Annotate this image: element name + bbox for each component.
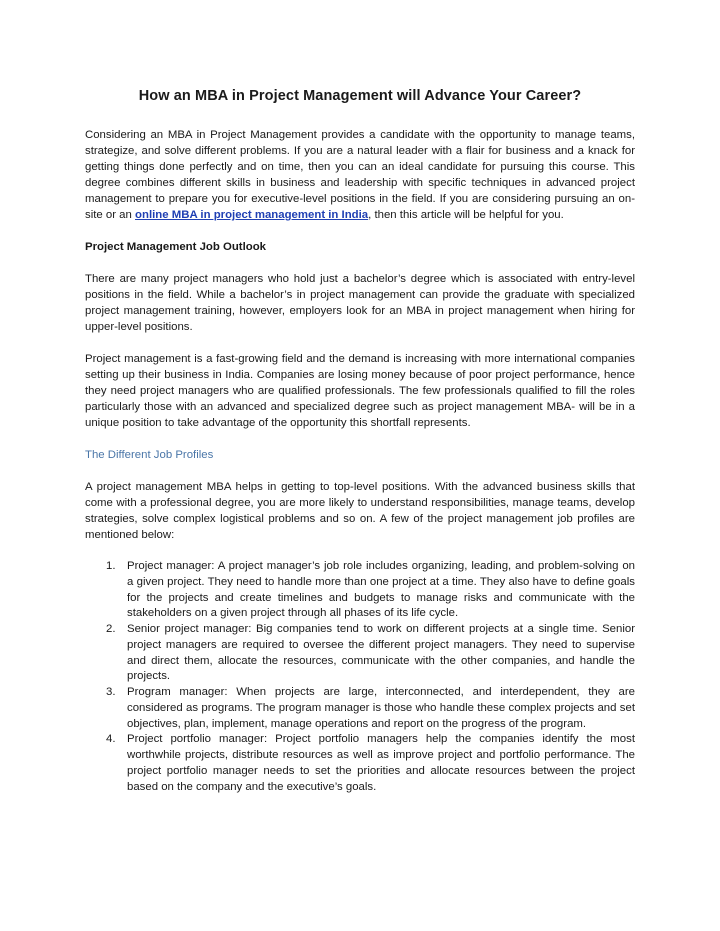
list-item-text: Project manager: A project manager’s job role includes organizing, leading, and problem-solving on a given project. They need to handle more than one project at a time. They also have to define goals for the projects and create timelines and budgets to manage risks and communicate with the stakeholders on a given project through all phases of its life cycle. bbox=[127, 560, 635, 620]
job-outlook-heading: Project Management Job Outlook bbox=[85, 241, 267, 253]
intro-text-before-link: Considering an MBA in Project Management provides a candidate with the opportunity to manage teams, strategize, and solve different problems. If you are a natural leader with a flair for business and a knack for getting things done perfectly and on time, then you can an ideal candidate for pursuing this course. This degree combines different skills in business and leadership with specific techniques in advanced project management to prepare you for executive-level positions in the field. If you are considering pursuing an on-site or an bbox=[85, 129, 635, 221]
list-item-text: Senior project manager: Big companies tend to work on different projects at a single time. Senior project managers are required to oversee the different project managers. They need to supervise and direct them, allocate the resources, communicate with the other companies, and handle the projects. bbox=[127, 623, 635, 683]
list-item bbox=[85, 685, 635, 732]
intro-paragraph bbox=[85, 127, 635, 223]
list-number: 1. bbox=[106, 560, 116, 572]
job-outlook-paragraph-2: Project management is a fast-growing field and the demand is increasing with more international companies setting up their business in India. Companies are losing money because of poor project performance, hence they need project managers who are qualified professionals. The few professionals qualified to fill the roles particularly those with an advanced and specialized degree such as project management MBA- will be in a unique position to take advantage of the opportunity this shortfall represents. bbox=[85, 353, 635, 429]
list-item bbox=[85, 622, 635, 685]
online-mba-link[interactable]: online MBA in project management in India bbox=[135, 209, 369, 221]
list-item bbox=[85, 559, 635, 622]
list-number: 2. bbox=[106, 623, 116, 635]
job-profiles-list bbox=[85, 559, 635, 795]
job-profiles-paragraph: A project management MBA helps in getting to top-level positions. With the advanced business skills that come with a professional degree, you are more likely to understand responsibilities, manage teams, develop strategies, solve complex logistical problems and so on. A few of the project management job profiles are mentioned below: bbox=[85, 481, 635, 541]
document-page bbox=[85, 86, 635, 795]
job-outlook-paragraph-1: There are many project managers who hold just a bachelor’s degree which is associated with entry-level positions in the field. While a bachelor’s in project management can provide the graduate with specialized project management training, however, employers look for an MBA in project management when hiring for upper-level positions. bbox=[85, 273, 635, 333]
list-item-text: Program manager: When projects are large, interconnected, and interdependent, they are considered as programs. The program manager is those who handle these complex projects and set objectives, plan, implement, manage operations and report on the progress of the program. bbox=[127, 686, 635, 730]
job-profiles-heading: The Different Job Profiles bbox=[85, 449, 214, 461]
page-title: How an MBA in Project Management will Advance Your Career? bbox=[138, 88, 582, 104]
intro-text-after-link: , then this article will be helpful for you. bbox=[368, 209, 564, 221]
list-number: 4. bbox=[106, 733, 116, 746]
list-item-text: Project portfolio manager: Project portfolio managers help the companies identify the most worthwhile projects, distribute resources as well as improve project and portfolio performance. The project portfolio manager needs to set the priorities and allocate resources between the project based on the company and the executive’s goals. bbox=[127, 733, 635, 793]
list-item bbox=[85, 732, 635, 795]
list-number: 3. bbox=[106, 686, 116, 698]
